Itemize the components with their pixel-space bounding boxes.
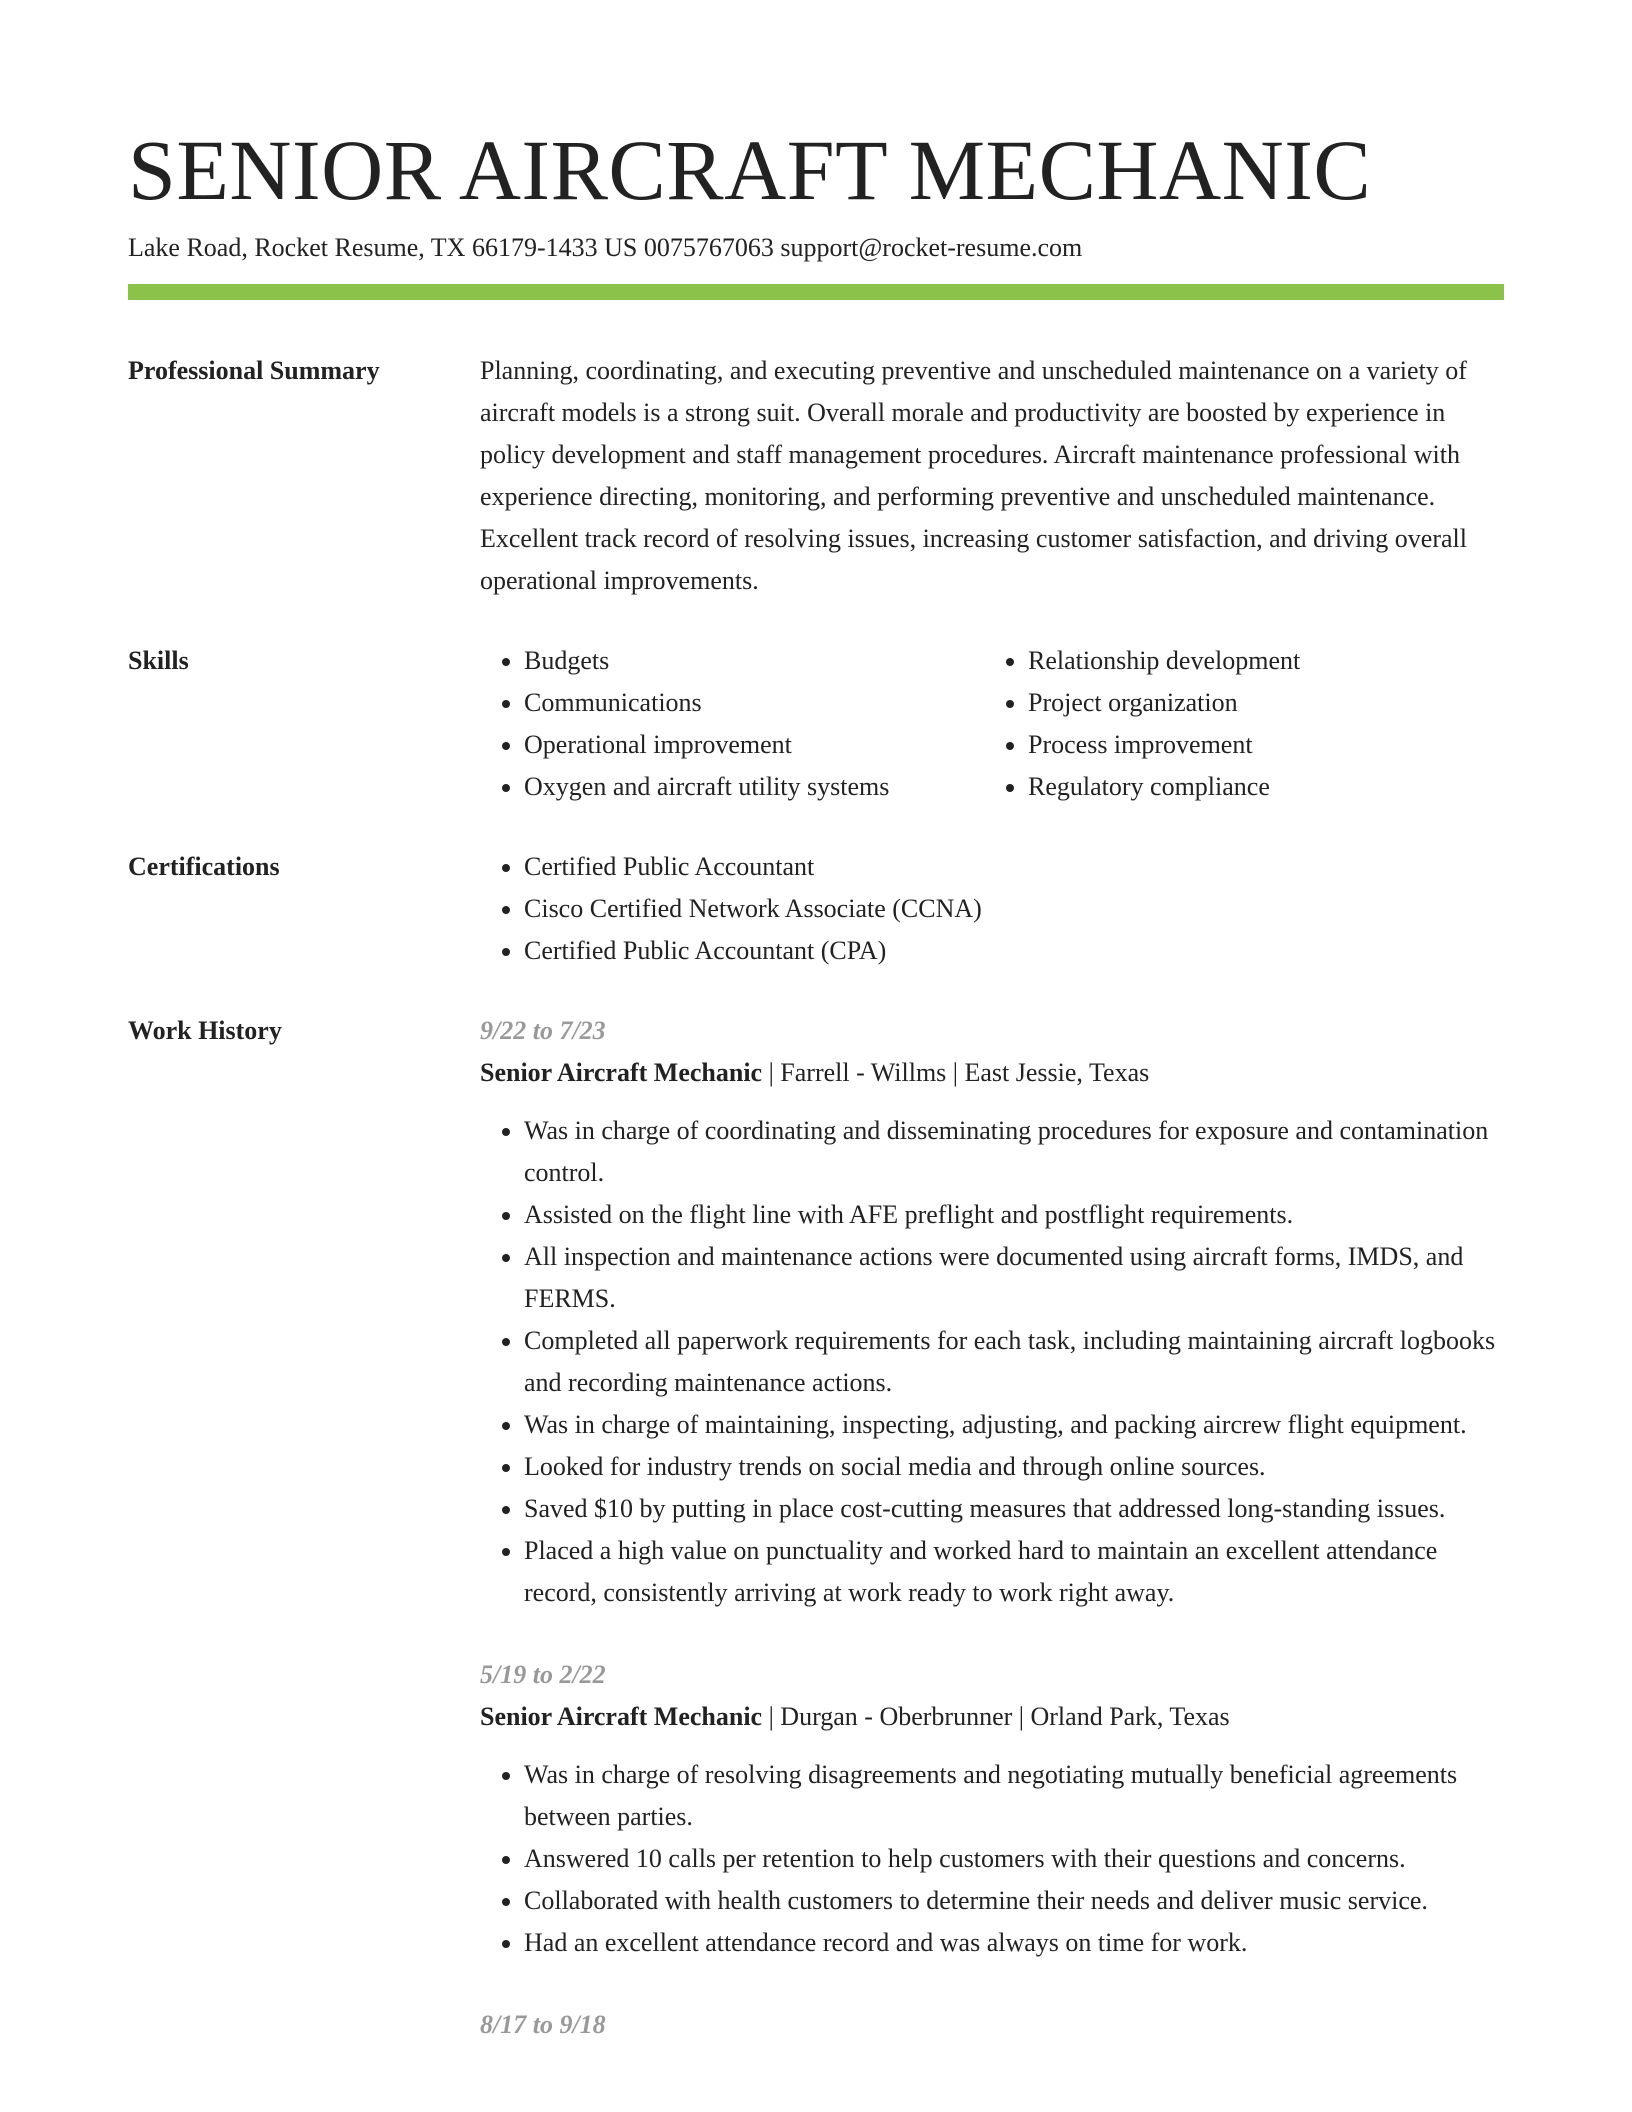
- certification-item: • Cisco Certified Network Associate (CCNA): [524, 888, 1504, 930]
- section-label-skills: Skills: [128, 646, 189, 675]
- skill-item: • Oxygen and aircraft utility systems: [524, 766, 984, 808]
- job-bullet: • Answered 10 calls per retention to help customers with their questions and concerns.: [524, 1838, 1504, 1880]
- resume-title: SENIOR AIRCRAFT MECHANIC: [128, 122, 1372, 218]
- skills-list-left: [480, 640, 984, 808]
- job-entry: [480, 1654, 1504, 1964]
- skills-list-right: [984, 640, 1498, 808]
- job-bullet: • Completed all paperwork requirements for each task, including maintaining aircraft logbooks and recording maintenance actions.: [524, 1320, 1504, 1404]
- skills-section: [128, 640, 1504, 808]
- job-bullet: • Was in charge of resolving disagreements and negotiating mutually beneficial agreements between parties.: [524, 1754, 1504, 1838]
- contact-info: Lake Road, Rocket Resume, TX 66179-1433 US 0075767063 support@rocket-resume.com: [128, 233, 1083, 262]
- job-entry: [480, 2004, 1504, 2046]
- job-bullet: • Assisted on the flight line with AFE preflight and postflight requirements.: [524, 1194, 1504, 1236]
- job-bullet: • All inspection and maintenance actions were documented using aircraft forms, IMDS, and FERMS.: [524, 1236, 1504, 1320]
- job-entry: [480, 1010, 1504, 1614]
- job-title: Senior Aircraft Mechanic: [480, 1702, 763, 1731]
- job-heading: [480, 1052, 1504, 1094]
- header-divider: [128, 284, 1504, 300]
- job-bullet: • Saved $10 by putting in place cost-cutting measures that addressed long-standing issues.: [524, 1488, 1504, 1530]
- certifications-list: [480, 846, 1504, 972]
- section-label-summary: Professional Summary: [128, 356, 380, 385]
- skill-item: • Regulatory compliance: [1028, 766, 1498, 808]
- summary-text: Planning, coordinating, and executing preventive and unscheduled maintenance on a variety of aircraft models is a strong suit. Overall morale and productivity are boosted by experience in policy development and staff management procedures. Aircraft maintenance professional with experience directing, monitoring, and performing preventive and unscheduled maintenance. Excellent track record of resolving issues, increasing customer satisfaction, and driving overall operational improvements.: [480, 356, 1467, 595]
- job-dates: 9/22 to 7/23: [480, 1016, 606, 1045]
- job-bullet: • Placed a high value on punctuality and worked hard to maintain an excellent attendance record, consistently arriving at work ready to work right away.: [524, 1530, 1504, 1614]
- certification-item: • Certified Public Accountant (CPA): [524, 930, 1504, 972]
- job-dates: 5/19 to 2/22: [480, 1660, 606, 1689]
- job-title: Senior Aircraft Mechanic: [480, 1058, 763, 1087]
- certification-item: • Certified Public Accountant: [524, 846, 1504, 888]
- job-bullet: • Collaborated with health customers to determine their needs and deliver music service.: [524, 1880, 1504, 1922]
- section-label-certifications: Certifications: [128, 852, 280, 881]
- skill-item: • Communications: [524, 682, 984, 724]
- skill-item: • Project organization: [1028, 682, 1498, 724]
- job-dates: 8/17 to 9/18: [480, 2010, 606, 2039]
- skill-item: • Budgets: [524, 640, 984, 682]
- section-label-work-history: Work History: [128, 1016, 282, 1045]
- resume-page: [128, 120, 1504, 2046]
- work-history-section: [128, 1010, 1504, 2046]
- job-bullets: [480, 1110, 1504, 1614]
- job-heading: [480, 1696, 1504, 1738]
- professional-summary-section: [128, 350, 1504, 602]
- skill-item: • Relationship development: [1028, 640, 1498, 682]
- skill-item: • Process improvement: [1028, 724, 1498, 766]
- job-employer-location: | Farrell - Willms | East Jessie, Texas: [762, 1058, 1150, 1087]
- certifications-section: [128, 846, 1504, 972]
- job-bullet: • Had an excellent attendance record and was always on time for work.: [524, 1922, 1504, 1964]
- job-bullets: [480, 1754, 1504, 1964]
- job-employer-location: | Durgan - Oberbrunner | Orland Park, Texas: [762, 1702, 1230, 1731]
- job-bullet: • Was in charge of maintaining, inspecting, adjusting, and packing aircrew flight equipment.: [524, 1404, 1504, 1446]
- job-bullet: • Looked for industry trends on social media and through online sources.: [524, 1446, 1504, 1488]
- skill-item: • Operational improvement: [524, 724, 984, 766]
- job-bullet: • Was in charge of coordinating and disseminating procedures for exposure and contamination control.: [524, 1110, 1504, 1194]
